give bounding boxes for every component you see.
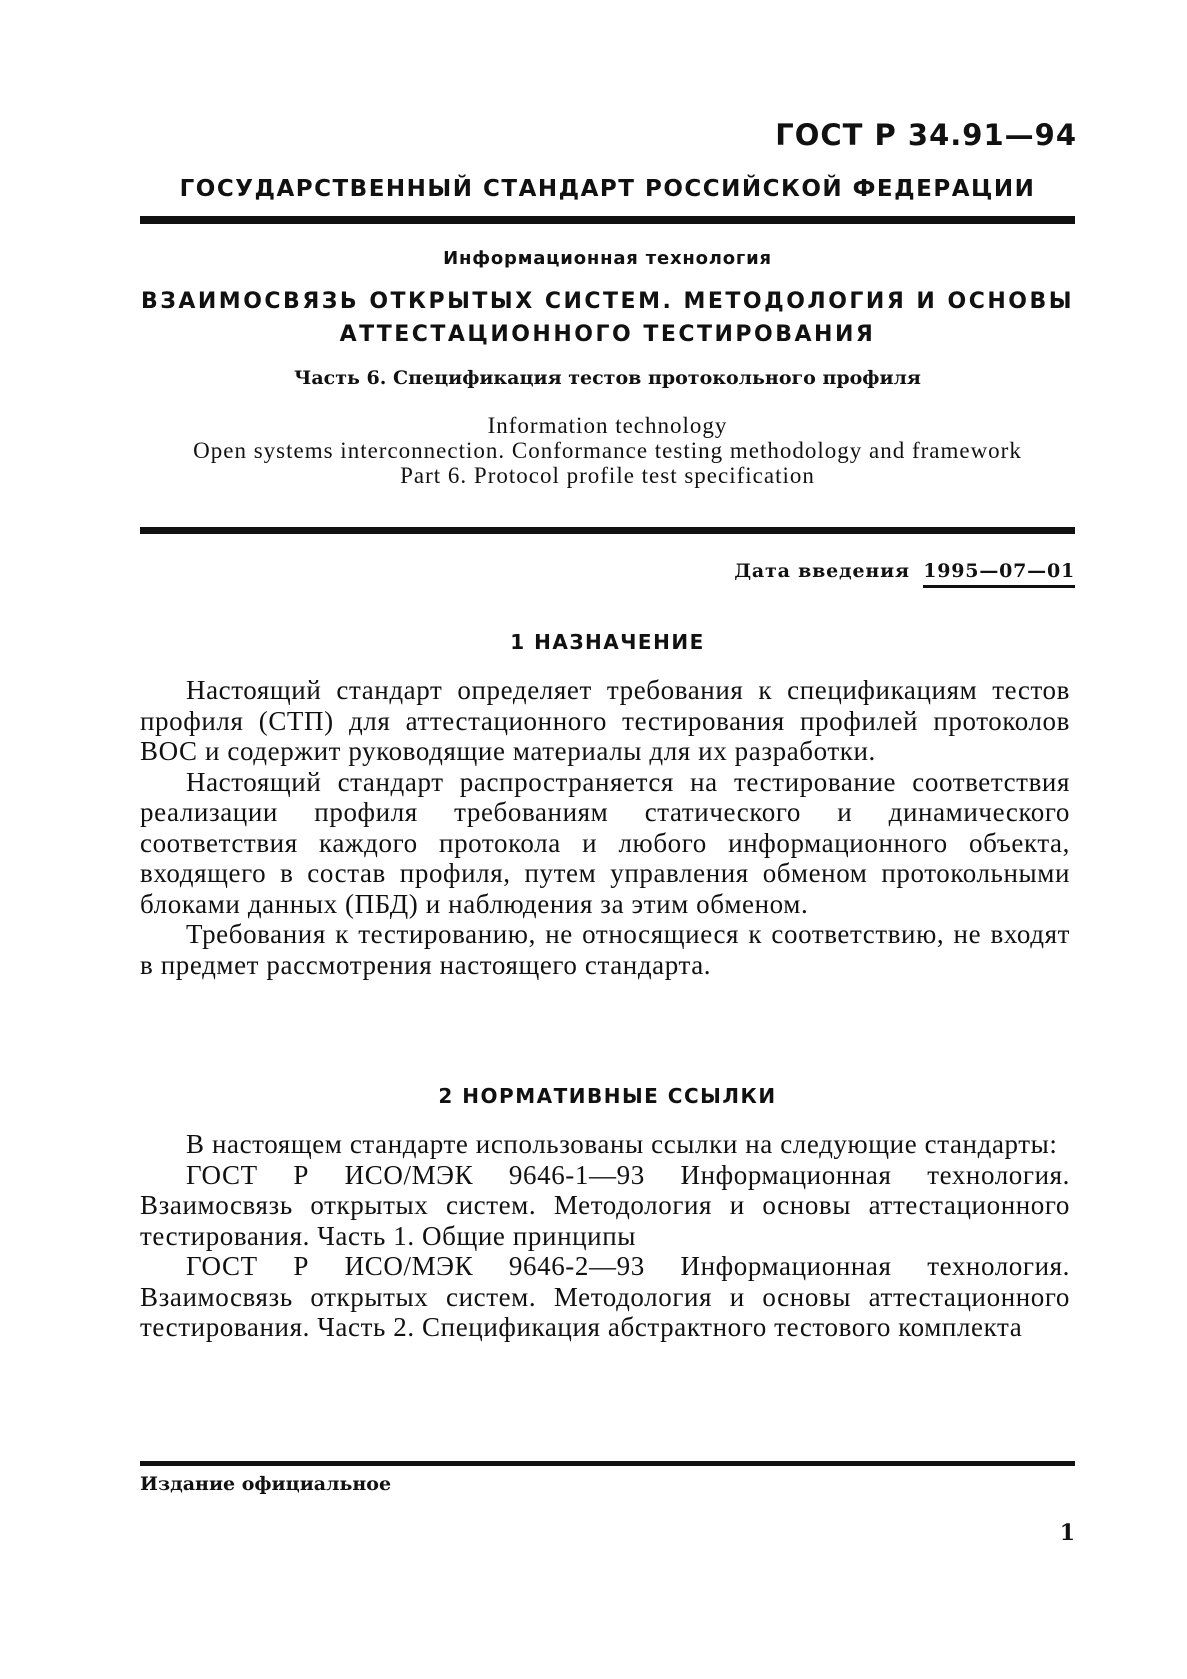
main-title bbox=[140, 285, 1075, 351]
section-1-body bbox=[140, 675, 1070, 980]
section-2-paragraph: ГОСТ Р ИСО/МЭК 9646-2—93 Информационная технология. Взаимосвязь открытых систем. Методология и основы аттестационного тестирования. Часть 2. Спецификация абстрактного тестового комплекта bbox=[140, 1251, 1070, 1342]
date-value: 1995—07—01 bbox=[923, 560, 1075, 588]
top-rule bbox=[140, 216, 1075, 224]
introduction-date bbox=[734, 560, 1075, 582]
subtitle: Информационная технология bbox=[443, 248, 772, 269]
english-title bbox=[140, 413, 1075, 488]
section-1-paragraph: Настоящий стандарт определяет требования к спецификациям тестов профиля (СТП) для аттестационного тестирования профилей протоколов ВОС и содержит руководящие материалы для их разработки. bbox=[140, 675, 1070, 766]
section-1-heading: 1 НАЗНАЧЕНИЕ bbox=[510, 630, 705, 654]
government-standard-title: ГОСУДАРСТВЕННЫЙ СТАНДАРТ РОССИЙСКОЙ ФЕДЕРАЦИИ bbox=[179, 176, 1036, 202]
edition-note: Издание официальное bbox=[140, 1473, 392, 1495]
middle-rule bbox=[140, 527, 1075, 534]
section-2-paragraph: ГОСТ Р ИСО/МЭК 9646-1—93 Информационная технология. Взаимосвязь открытых систем. Методология и основы аттестационного тестирования. Часть 1. Общие принципы bbox=[140, 1159, 1070, 1251]
main-title-line-1: ВЗАИМОСВЯЗЬ ОТКРЫТЫХ СИСТЕМ. МЕТОДОЛОГИЯ И ОСНОВЫ bbox=[140, 289, 1075, 314]
english-title-line-2: Open systems interconnection. Conformance testing methodology and framework bbox=[193, 438, 1022, 463]
english-title-line-3: Part 6. Protocol profile test specification bbox=[400, 463, 815, 488]
date-label: Дата введения bbox=[734, 560, 910, 582]
section-2-heading: 2 НОРМАТИВНЫЕ ССЫЛКИ bbox=[438, 1084, 777, 1108]
document-number: ГОСТ Р 34.91—94 bbox=[775, 118, 1077, 152]
section-1-paragraph: Настоящий стандарт распространяется на тестирование соответствия реализации профиля требованиям статического и динамического соответствия каждого протокола и любого информационного объекта, входящего в состав профиля, путем управления обменом протокольными блоками данных (ПБД) и наблюдения за этим обменом. bbox=[140, 766, 1070, 919]
section-2-paragraph: В настоящем стандарте использованы ссылки на следующие стандарты: bbox=[186, 1129, 1058, 1159]
part-title: Часть 6. Спецификация тестов протокольного профиля bbox=[294, 367, 921, 389]
section-2-body bbox=[140, 1129, 1070, 1343]
section-1-paragraph: Требования к тестированию, не относящиеся к соответствию, не входят в предмет рассмотрения настоящего стандарта. bbox=[140, 919, 1070, 980]
main-title-line-2: АТТЕСТАЦИОННОГО ТЕСТИРОВАНИЯ bbox=[339, 322, 876, 347]
page-number: 1 bbox=[1059, 1520, 1075, 1546]
bottom-rule bbox=[140, 1461, 1075, 1466]
english-title-line-1: Information technology bbox=[487, 413, 728, 438]
